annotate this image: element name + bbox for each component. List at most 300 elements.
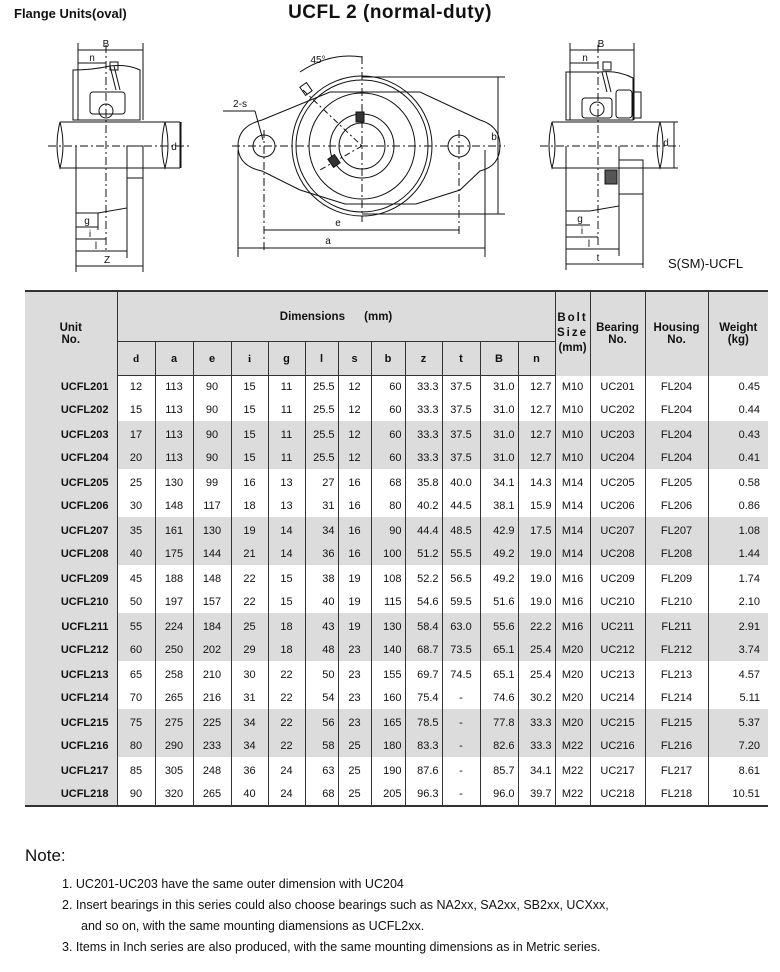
cell-e: 248 [193, 757, 231, 783]
cell-bolt: M10 [555, 421, 590, 447]
header-bolt-l3: (mm) [558, 342, 587, 355]
cell-t: - [442, 709, 480, 735]
cell-a: 113 [155, 376, 193, 399]
cell-e: 99 [193, 469, 231, 495]
label-i: i [88, 229, 92, 240]
cell-bearing: UC210 [590, 591, 645, 614]
cell-B-upper: 85.7 [480, 757, 518, 783]
cell-bolt: M22 [555, 735, 590, 758]
cell-l: 31 [305, 495, 338, 518]
header-dim-z: z [405, 342, 442, 376]
label-Z: Z [103, 255, 111, 266]
table-row [25, 517, 768, 543]
cell-bolt: M14 [555, 517, 590, 543]
label-a: a [325, 236, 331, 247]
cell-bolt: M20 [555, 661, 590, 687]
table-row [25, 376, 768, 399]
cell-l: 58 [305, 735, 338, 758]
cell-bolt: M20 [555, 687, 590, 710]
cell-n: 33.3 [518, 709, 555, 735]
cell-t: - [442, 757, 480, 783]
right-view-labels [577, 39, 669, 264]
cell-weight: 0.86 [708, 495, 768, 518]
header-dim-B: B [480, 342, 518, 376]
cell-unit: UCFL211 [25, 613, 117, 639]
cell-weight: 3.74 [708, 639, 768, 662]
header-weight [708, 291, 768, 376]
header-bearing-l1: Bearing [596, 321, 639, 334]
cell-e: 225 [193, 709, 231, 735]
cell-l: 25.5 [305, 399, 338, 422]
header-unit-l2: No. [61, 333, 81, 346]
cell-d: 30 [117, 495, 155, 518]
cell-b: 60 [371, 399, 405, 422]
cell-a: 148 [155, 495, 193, 518]
cell-n: 12.7 [518, 447, 555, 470]
cell-a: 320 [155, 783, 193, 807]
table-row [25, 565, 768, 591]
cell-bearing: UC208 [590, 543, 645, 566]
cell-e: 184 [193, 613, 231, 639]
cell-z: 40.2 [405, 495, 442, 518]
cell-s: 19 [338, 591, 371, 614]
label-B-right: B [597, 39, 605, 50]
header-unit-no [25, 291, 117, 376]
cell-B-upper: 38.1 [480, 495, 518, 518]
cell-weight: 5.37 [708, 709, 768, 735]
table-row [25, 543, 768, 566]
cell-g: 24 [268, 757, 305, 783]
cell-d: 15 [117, 399, 155, 422]
cell-z: 69.7 [405, 661, 442, 687]
table-row [25, 495, 768, 518]
cell-b: 80 [371, 495, 405, 518]
cell-t: 56.5 [442, 565, 480, 591]
page-title: UCFL 2 (normal-duty) [288, 2, 492, 23]
cell-d: 65 [117, 661, 155, 687]
cell-t: 55.5 [442, 543, 480, 566]
cell-bolt: M10 [555, 376, 590, 399]
table-row [25, 613, 768, 639]
header-housing-no [645, 291, 708, 376]
cell-n: 19.0 [518, 565, 555, 591]
cell-unit: UCFL208 [25, 543, 117, 566]
cell-l: 50 [305, 661, 338, 687]
cell-g: 24 [268, 783, 305, 807]
cell-housing: FL210 [645, 591, 708, 614]
label-l: l [94, 241, 98, 252]
cell-housing: FL206 [645, 495, 708, 518]
table-body [25, 376, 768, 807]
cell-l: 25.5 [305, 376, 338, 399]
cell-housing: FL207 [645, 517, 708, 543]
header-unit-l1: Unit [59, 321, 82, 334]
cell-d: 40 [117, 543, 155, 566]
cell-t: 37.5 [442, 421, 480, 447]
note-line: 1. UC201-UC203 have the same outer dimension with UC204 [62, 877, 404, 891]
cell-housing: FL205 [645, 469, 708, 495]
cell-t: 37.5 [442, 447, 480, 470]
cell-B-upper: 31.0 [480, 376, 518, 399]
note-title: Note: [25, 846, 66, 865]
header-dimensions: Dimensions (mm) [117, 291, 555, 342]
cell-z: 87.6 [405, 757, 442, 783]
cell-n: 14.3 [518, 469, 555, 495]
cell-d: 50 [117, 591, 155, 614]
cell-bearing: UC216 [590, 735, 645, 758]
header-dim-g: g [268, 342, 305, 376]
cell-g: 11 [268, 399, 305, 422]
cell-housing: FL217 [645, 757, 708, 783]
cell-bolt: M22 [555, 757, 590, 783]
cell-s: 19 [338, 613, 371, 639]
header-dim-e: e [193, 342, 231, 376]
cell-a: 290 [155, 735, 193, 758]
cell-t: - [442, 735, 480, 758]
cell-l: 36 [305, 543, 338, 566]
cell-d: 90 [117, 783, 155, 807]
label-d: d [171, 142, 177, 153]
cell-n: 12.7 [518, 421, 555, 447]
cell-l: 25.5 [305, 447, 338, 470]
cell-e: 117 [193, 495, 231, 518]
cell-a: 197 [155, 591, 193, 614]
front-view-labels [233, 55, 497, 247]
left-side-view [48, 43, 190, 272]
cell-B-upper: 42.9 [480, 517, 518, 543]
cell-B-upper: 31.0 [480, 447, 518, 470]
label-n: n [89, 53, 95, 64]
table-row [25, 687, 768, 710]
cell-g: 11 [268, 376, 305, 399]
cell-b: 60 [371, 376, 405, 399]
label-b: b [491, 132, 497, 143]
cell-l: 54 [305, 687, 338, 710]
table-row [25, 757, 768, 783]
cell-z: 44.4 [405, 517, 442, 543]
header-dim-l: l [305, 342, 338, 376]
cell-l: 56 [305, 709, 338, 735]
cell-l: 38 [305, 565, 338, 591]
cell-b: 60 [371, 421, 405, 447]
cell-s: 23 [338, 709, 371, 735]
cell-l: 34 [305, 517, 338, 543]
table-row [25, 447, 768, 470]
header-bearing-no [590, 291, 645, 376]
header-dim-b: b [371, 342, 405, 376]
note-line: 3. Items in Inch series are also produced, with the same mounting dimensions as in Metric series. [62, 940, 601, 954]
cell-i: 22 [231, 565, 268, 591]
cell-b: 68 [371, 469, 405, 495]
cell-a: 224 [155, 613, 193, 639]
cell-n: 17.5 [518, 517, 555, 543]
cell-bolt: M16 [555, 613, 590, 639]
cell-s: 12 [338, 399, 371, 422]
cell-z: 54.6 [405, 591, 442, 614]
cell-a: 265 [155, 687, 193, 710]
cell-z: 52.2 [405, 565, 442, 591]
cell-B-upper: 65.1 [480, 639, 518, 662]
cell-g: 18 [268, 639, 305, 662]
cell-t: 74.5 [442, 661, 480, 687]
table-row [25, 421, 768, 447]
cell-g: 15 [268, 591, 305, 614]
cell-a: 250 [155, 639, 193, 662]
cell-e: 90 [193, 421, 231, 447]
cell-B-upper: 31.0 [480, 421, 518, 447]
cell-b: 115 [371, 591, 405, 614]
cell-z: 75.4 [405, 687, 442, 710]
cell-housing: FL204 [645, 399, 708, 422]
cell-s: 19 [338, 565, 371, 591]
cell-weight: 0.43 [708, 421, 768, 447]
cell-d: 70 [117, 687, 155, 710]
cell-bearing: UC205 [590, 469, 645, 495]
cell-weight: 7.20 [708, 735, 768, 758]
cell-z: 51.2 [405, 543, 442, 566]
cell-s: 16 [338, 469, 371, 495]
label-B: B [102, 39, 110, 50]
cell-d: 12 [117, 376, 155, 399]
cell-b: 60 [371, 447, 405, 470]
cell-housing: FL204 [645, 421, 708, 447]
cell-weight: 0.58 [708, 469, 768, 495]
table-row [25, 591, 768, 614]
cell-unit: UCFL213 [25, 661, 117, 687]
cell-a: 188 [155, 565, 193, 591]
cell-unit: UCFL217 [25, 757, 117, 783]
cell-b: 140 [371, 639, 405, 662]
cell-z: 78.5 [405, 709, 442, 735]
cell-g: 22 [268, 709, 305, 735]
cell-unit: UCFL212 [25, 639, 117, 662]
cell-bearing: UC209 [590, 565, 645, 591]
cell-bearing: UC214 [590, 687, 645, 710]
cell-bearing: UC202 [590, 399, 645, 422]
cell-bolt: M22 [555, 783, 590, 807]
cell-n: 34.1 [518, 757, 555, 783]
cell-n: 12.7 [518, 399, 555, 422]
cell-i: 34 [231, 709, 268, 735]
cell-s: 12 [338, 447, 371, 470]
cell-d: 20 [117, 447, 155, 470]
cell-B-upper: 34.1 [480, 469, 518, 495]
cell-weight: 4.57 [708, 661, 768, 687]
cell-n: 12.7 [518, 376, 555, 399]
cell-e: 90 [193, 376, 231, 399]
cell-b: 108 [371, 565, 405, 591]
cell-unit: UCFL207 [25, 517, 117, 543]
cell-e: 233 [193, 735, 231, 758]
cell-z: 83.3 [405, 735, 442, 758]
cell-n: 22.2 [518, 613, 555, 639]
cell-d: 85 [117, 757, 155, 783]
cell-B-upper: 51.6 [480, 591, 518, 614]
cell-n: 19.0 [518, 543, 555, 566]
cell-bolt: M20 [555, 709, 590, 735]
cell-l: 25.5 [305, 421, 338, 447]
cell-g: 15 [268, 565, 305, 591]
label-2-s: 2-s [233, 99, 247, 110]
cell-housing: FL218 [645, 783, 708, 807]
cell-weight: 2.10 [708, 591, 768, 614]
label-n-right: n [582, 53, 588, 64]
cell-s: 16 [338, 517, 371, 543]
header-bolt-l2: Size [557, 327, 589, 340]
cell-n: 33.3 [518, 735, 555, 758]
cell-b: 130 [371, 613, 405, 639]
cell-t: 40.0 [442, 469, 480, 495]
cell-unit: UCFL206 [25, 495, 117, 518]
right-side-view [540, 43, 680, 270]
cell-b: 160 [371, 687, 405, 710]
cell-i: 19 [231, 517, 268, 543]
cell-s: 12 [338, 421, 371, 447]
cell-housing: FL213 [645, 661, 708, 687]
cell-t: 37.5 [442, 399, 480, 422]
cell-g: 11 [268, 447, 305, 470]
cell-housing: FL214 [645, 687, 708, 710]
cell-d: 55 [117, 613, 155, 639]
cell-b: 165 [371, 709, 405, 735]
cell-l: 63 [305, 757, 338, 783]
cell-unit: UCFL203 [25, 421, 117, 447]
cell-g: 13 [268, 469, 305, 495]
cell-b: 100 [371, 543, 405, 566]
dimension-table [25, 290, 768, 807]
header-housing-l2: No. [667, 333, 686, 346]
cell-e: 210 [193, 661, 231, 687]
cell-bearing: UC203 [590, 421, 645, 447]
cell-B-upper: 77.8 [480, 709, 518, 735]
header-bolt-l1: Bolt [557, 312, 588, 325]
table-row [25, 639, 768, 662]
note-line-continued: and so on, with the same mounting diamensions as UCFL2xx. [81, 919, 425, 933]
cell-g: 22 [268, 687, 305, 710]
cell-bolt: M10 [555, 399, 590, 422]
cell-t: - [442, 687, 480, 710]
cell-bolt: M14 [555, 495, 590, 518]
note-item [62, 874, 609, 895]
cell-d: 17 [117, 421, 155, 447]
cell-weight: 0.41 [708, 447, 768, 470]
header-weight-l2: (kg) [727, 333, 749, 346]
label-d-right: d [663, 138, 669, 149]
cell-bearing: UC218 [590, 783, 645, 807]
cell-a: 161 [155, 517, 193, 543]
cell-housing: FL204 [645, 447, 708, 470]
cell-housing: FL208 [645, 543, 708, 566]
cell-t: - [442, 783, 480, 807]
cell-s: 16 [338, 495, 371, 518]
cell-g: 14 [268, 543, 305, 566]
cell-bolt: M20 [555, 639, 590, 662]
cell-e: 130 [193, 517, 231, 543]
cell-i: 22 [231, 591, 268, 614]
cell-bearing: UC215 [590, 709, 645, 735]
cell-a: 113 [155, 421, 193, 447]
cell-weight: 10.51 [708, 783, 768, 807]
cell-a: 130 [155, 469, 193, 495]
cell-n: 25.4 [518, 661, 555, 687]
cell-s: 23 [338, 639, 371, 662]
header-dim-i: i [231, 342, 268, 376]
cell-z: 33.3 [405, 376, 442, 399]
cell-unit: UCFL209 [25, 565, 117, 591]
header-bearing-l2: No. [608, 333, 627, 346]
label-t-right: t [596, 253, 600, 264]
cell-B-upper: 55.6 [480, 613, 518, 639]
technical-drawing [0, 0, 780, 290]
cell-s: 23 [338, 687, 371, 710]
cell-weight: 1.08 [708, 517, 768, 543]
cell-unit: UCFL210 [25, 591, 117, 614]
label-45-degree: 45° [310, 55, 326, 66]
cell-housing: FL216 [645, 735, 708, 758]
cell-bearing: UC212 [590, 639, 645, 662]
cell-z: 96.3 [405, 783, 442, 807]
label-g: g [84, 216, 90, 227]
cell-i: 30 [231, 661, 268, 687]
cell-i: 15 [231, 447, 268, 470]
cell-B-upper: 82.6 [480, 735, 518, 758]
cell-z: 58.4 [405, 613, 442, 639]
cell-bearing: UC211 [590, 613, 645, 639]
cell-weight: 8.61 [708, 757, 768, 783]
cell-b: 180 [371, 735, 405, 758]
cell-bearing: UC204 [590, 447, 645, 470]
cell-a: 275 [155, 709, 193, 735]
cell-bearing: UC217 [590, 757, 645, 783]
label-i-right: i [580, 226, 584, 237]
cell-l: 40 [305, 591, 338, 614]
cell-weight: 1.44 [708, 543, 768, 566]
cell-bearing: UC207 [590, 517, 645, 543]
cell-bolt: M14 [555, 469, 590, 495]
cell-e: 265 [193, 783, 231, 807]
cell-d: 80 [117, 735, 155, 758]
cell-z: 68.7 [405, 639, 442, 662]
cell-weight: 5.11 [708, 687, 768, 710]
cell-z: 33.3 [405, 447, 442, 470]
section-label: Flange Units(oval) [14, 6, 127, 21]
header-dim-d: d [117, 342, 155, 376]
cell-e: 144 [193, 543, 231, 566]
cell-i: 21 [231, 543, 268, 566]
cell-g: 22 [268, 661, 305, 687]
note-item [62, 895, 609, 937]
cell-unit: UCFL214 [25, 687, 117, 710]
table-row [25, 709, 768, 735]
note-list [62, 874, 609, 958]
cell-housing: FL209 [645, 565, 708, 591]
cell-bolt: M14 [555, 543, 590, 566]
cell-unit: UCFL201 [25, 376, 117, 399]
label-e: e [335, 218, 341, 229]
cell-n: 30.2 [518, 687, 555, 710]
cell-housing: FL204 [645, 376, 708, 399]
cell-a: 258 [155, 661, 193, 687]
cell-e: 90 [193, 399, 231, 422]
cell-weight: 0.45 [708, 376, 768, 399]
table-row [25, 469, 768, 495]
cell-t: 44.5 [442, 495, 480, 518]
cell-g: 13 [268, 495, 305, 518]
cell-l: 68 [305, 783, 338, 807]
cell-weight: 2.91 [708, 613, 768, 639]
note-line: 2. Insert bearings in this series could also choose bearings such as NA2xx, SA2xx, SB2xx, UCXxx, [62, 898, 609, 912]
cell-s: 16 [338, 543, 371, 566]
